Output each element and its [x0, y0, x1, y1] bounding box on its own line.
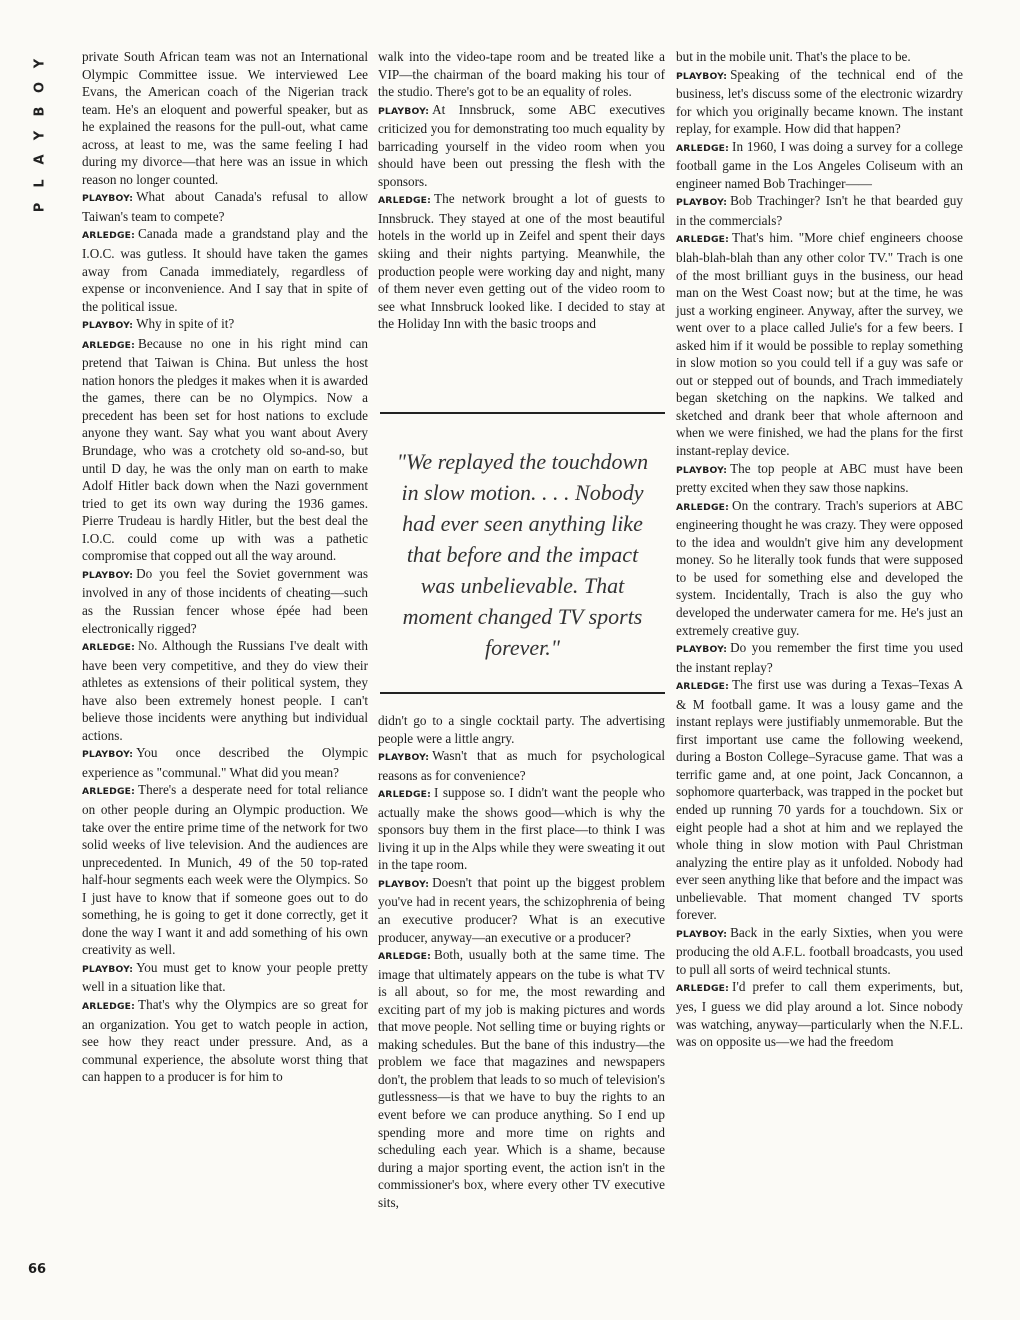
paragraph-text: You once described the Olympic experience as "communal." What did you mean?	[82, 745, 368, 780]
paragraph-text: The network brought a lot of guests to Innsbruck. They stayed at one of the most beautiful hotels in the world up in Zeifel and spent their days skiing and their nights partying. Meanwhile, the production people were working day and night, many of them never even getting out of the video room to see what Innsbruck looked like. I decided to stay at the Holiday Inn with the basic troops and	[378, 191, 665, 332]
paragraph	[676, 192, 963, 229]
logo-letter: Y	[32, 58, 48, 69]
paragraph-text: On the contrary. Trach's superiors at ABC engineering thought he was crazy. They were opposed to the idea and wouldn't give him any development money. So he literally took funds that were supposed to be used for something else and developed the system. Incidentally, Trach is also the guy who developed the underwater camera for me. He's just an extremely creative guy.	[676, 497, 963, 638]
speaker-label: PLAYBOY:	[378, 105, 430, 117]
paragraph	[82, 744, 368, 781]
speaker-label: PLAYBOY:	[82, 963, 134, 975]
paragraph	[378, 784, 665, 874]
speaker-label: ARLEDGE:	[676, 983, 730, 995]
paragraph	[676, 497, 963, 639]
logo-letter: P	[32, 202, 48, 213]
paragraph-text: Do you remember the first time you used the instant replay?	[676, 640, 963, 675]
paragraph	[378, 712, 665, 747]
speaker-label: ARLEDGE:	[82, 642, 136, 654]
article-column-1	[82, 48, 368, 1086]
paragraph	[82, 637, 368, 744]
paragraph-text: At Innsbruck, some ABC executives criticized you for demonstrating too much equality by barricading yourself in the video room when you should have been out pressing the flesh with the sponsors.	[378, 101, 665, 189]
speaker-label: ARLEDGE:	[676, 681, 730, 693]
paragraph-text: In 1960, I was doing a survey for a college football game in the Los Angeles Coliseum with an engineer named Bob Trachinger——	[676, 138, 963, 191]
paragraph	[676, 460, 963, 497]
paragraph-text: Canada made a grandstand play and the I.O.C. was gutless. It should have taken the games away from Canada immediately, regardless of expense or inconvenience. And I say that in spite of the political issue.	[82, 226, 368, 314]
paragraph	[82, 48, 368, 188]
paragraph-text: The first use was during a Texas–Texas A & M football game. It was a lousy game and the instant replays were justifiably unmemorable. But the first important use came the following weekend, during a Boston College–Syracuse game. That was a terrific game and, at one point, Jack Concannon, a sophomore quarterback, was trapped in the pocket but ended up running 70 yards for a touchdown. Six or eight people had a shot at him and we replayed the whole thing in slow motion with Paul Christman analyzing the entire play as it unfolded. Nobody had ever seen anything like that before and the impact was unbelievable. That moment changed TV sports forever.	[676, 677, 963, 923]
speaker-label: ARLEDGE:	[82, 230, 136, 242]
speaker-label: ARLEDGE:	[82, 339, 136, 351]
paragraph	[82, 225, 368, 315]
article-column-2-bottom	[378, 712, 665, 1211]
paragraph-text: What about Canada's refusal to allow Taiwan's team to compete?	[82, 189, 368, 224]
speaker-label: PLAYBOY:	[82, 193, 134, 205]
speaker-label: PLAYBOY:	[676, 70, 728, 82]
paragraph	[82, 315, 368, 335]
paragraph	[378, 48, 665, 101]
logo-letter: Y	[32, 130, 48, 141]
pull-quote	[380, 412, 665, 694]
paragraph-text: Both, usually both at the same time. The image that ultimately appears on the tube is what TV is all about, so for me, the most rewarding and exciting part of my job is making pictures and words that move people. Not selling time or buying rights or making schedules. But the bane of this industry—the problem we face that magazines and newspapers don't, the problem that leads to so much of television's gutlessness—is that we have to buy the rights to an event before we can produce anything. So I end up spending more and more time on rights and scheduling each year. Which is a shame, because during a major sporting event, the action isn't in the commissioner's box, where every other TV executive sits,	[378, 947, 665, 1210]
page-number: 66	[28, 1262, 47, 1277]
paragraph	[82, 996, 368, 1086]
paragraph	[82, 959, 368, 996]
paragraph-text: but in the mobile unit. That's the place to be.	[676, 49, 911, 64]
article-column-2-top	[378, 48, 665, 333]
paragraph	[82, 781, 368, 958]
paragraph-text: Because no one in his right mind can pretend that Taiwan is China. But unless the host nation honors the pledges it makes when it is awarded the games, there can be no Olympics. Now a precedent has been set for host nations to exclude anyone they want. Say what you want about Avery Brundage, who was a crotchety old so-and-so, but until D day, he was the only man on earth to make Adolf Hitler back down when the Nazi government tried to get its own way during the 1936 games. Pierre Trudeau is hardly Hitler, but the best deal the I.O.C. could come up with was a pathetic compromise that copped out all the way around.	[82, 335, 368, 564]
speaker-label: PLAYBOY:	[378, 878, 430, 890]
paragraph	[676, 138, 963, 193]
paragraph	[378, 190, 665, 332]
paragraph	[676, 48, 963, 66]
speaker-label: PLAYBOY:	[676, 197, 728, 209]
paragraph	[676, 639, 963, 676]
paragraph	[378, 101, 665, 191]
paragraph-text: didn't go to a single cocktail party. The advertising people were a little angry.	[378, 713, 665, 746]
paragraph-text: private South African team was not an International Olympic Committee issue. We interviewed Lee Evans, the American coach of the Nigerian track team. He's an eloquent and powerful speaker, but as he explained the reasons for the pull-out, what came across, at least to me, was the same feeling I had during my divorce—that here was an issue in which reason no longer counted.	[82, 49, 368, 187]
paragraph-text: The top people at ABC must have been pretty excited when they saw those napkins.	[676, 460, 963, 496]
speaker-label: PLAYBOY:	[676, 464, 728, 476]
speaker-label: ARLEDGE:	[676, 234, 730, 246]
paragraph	[82, 335, 368, 565]
paragraph	[676, 229, 963, 459]
paragraph	[676, 66, 963, 138]
paragraph-text: That's him. "More chief engineers choose blah-blah-blah than any other color TV." Trach is one of the most brilliant guys in the business, our head man on the West Coast now; but at the time, he was just a working engineer. Anyway, after the survey, we went over to a place called Julie's for a few beers. I asked him if it would be possible to replay something in slow motion so you could tell if a guy was safe or out or stepped out of bounds, and Trach immediately began sketching on the napkins. We talked and sketched and drank beer that whole afternoon and when we were finished, we had the plans for the first instant-replay device.	[676, 230, 963, 459]
article-column-3	[676, 48, 963, 1051]
logo-letter: A	[32, 154, 48, 165]
speaker-label: ARLEDGE:	[378, 951, 432, 963]
paragraph-text: Wasn't that as much for psychological reasons as for convenience?	[378, 748, 665, 783]
paragraph-text: No. Although the Russians I've dealt with have been very competitive, and they do view their athletes as extensions of their political system, they have also been extremely honest people. I can't believe those incidents were anything but individual actions.	[82, 638, 368, 743]
speaker-label: ARLEDGE:	[676, 501, 730, 513]
paragraph-text: Back in the early Sixties, when you were producing the old A.F.L. football broadcasts, you used to pull all sorts of weird technical stunts.	[676, 924, 963, 977]
speaker-label: PLAYBOY:	[82, 749, 134, 761]
paragraph-text: I'd prefer to call them experiments, but, yes, I guess we did play around a lot. Since nobody was watching, anyway—particularly when the N.F.L. was on opposite us—we had the freedom	[676, 979, 963, 1050]
speaker-label: ARLEDGE:	[378, 789, 432, 801]
logo-letter: B	[32, 106, 48, 117]
logo-letter: O	[32, 81, 48, 94]
paragraph	[676, 978, 963, 1050]
speaker-label: PLAYBOY:	[82, 569, 134, 581]
paragraph	[378, 874, 665, 946]
paragraph-text: Doesn't that point up the biggest problem you've had in recent years, the schizophrenia of being an executive producer? What is an executive producer, anyway—an executive or a producer?	[378, 874, 665, 945]
paragraph	[82, 188, 368, 225]
paragraph-text: Bob Trachinger? Isn't he that bearded guy in the commercials?	[676, 193, 963, 228]
pull-quote-text: "We replayed the touchdown in slow motion. . . . Nobody had ever seen anything like that before and the impact was unbelievable. That moment changed TV sports forever."	[396, 449, 649, 660]
paragraph	[676, 924, 963, 979]
paragraph-text: Why in spite of it?	[136, 316, 235, 332]
paragraph-text: You must get to know your people pretty well in a situation like that.	[82, 959, 368, 995]
paragraph-text: Do you feel the Soviet government was involved in any of those incidents of cheating—such as the Russian fencer whose épée had been electronically rigged?	[82, 565, 368, 636]
speaker-label: PLAYBOY:	[676, 644, 728, 656]
logo-letter: L	[32, 179, 48, 188]
paragraph-text: There's a desperate need for total reliance on other people during an Olympic production. We take over the entire prime time of the network for two solid weeks of live television. And the audiences are unprecedented. In Munich, 49 of the 50 top-rated half-hour segments each week were the Olympics. So I just have to know that if someone goes out to do something, he is going to get it done correctly, get it done the way I want it and add something of his own creativity as well.	[82, 782, 368, 958]
speaker-label: PLAYBOY:	[676, 928, 728, 940]
speaker-label: ARLEDGE:	[676, 142, 730, 154]
speaker-label: ARLEDGE:	[378, 195, 432, 207]
paragraph	[378, 946, 665, 1211]
paragraph-text: walk into the video-tape room and be treated like a VIP—the chairman of the board making his tour of the studio. There's got to be an equality of roles.	[378, 49, 665, 100]
paragraph	[82, 565, 368, 637]
paragraph-text: I suppose so. I didn't want the people who actually make the shows good—which is why the sponsors buy them in the first place—to think I was living it up in the Alps while they were sweating it out in the tape room.	[378, 785, 665, 873]
speaker-label: ARLEDGE:	[82, 1000, 136, 1012]
speaker-label: ARLEDGE:	[82, 786, 136, 798]
paragraph	[676, 676, 963, 924]
magazine-logo-vertical	[30, 50, 50, 220]
speaker-label: PLAYBOY:	[82, 320, 134, 332]
speaker-label: PLAYBOY:	[378, 752, 430, 764]
paragraph	[378, 747, 665, 784]
paragraph-text: That's why the Olympics are so great for an organization. You get to watch people in action, see how they react under pressure. And, as a communal experience, the absolute worst thing that can happen to a producer is for him to	[82, 996, 368, 1085]
paragraph-text: Speaking of the technical end of the business, let's discuss some of the electronic wizardry for which you originally became known. The instant replay, for example. How did that happen?	[676, 66, 963, 137]
